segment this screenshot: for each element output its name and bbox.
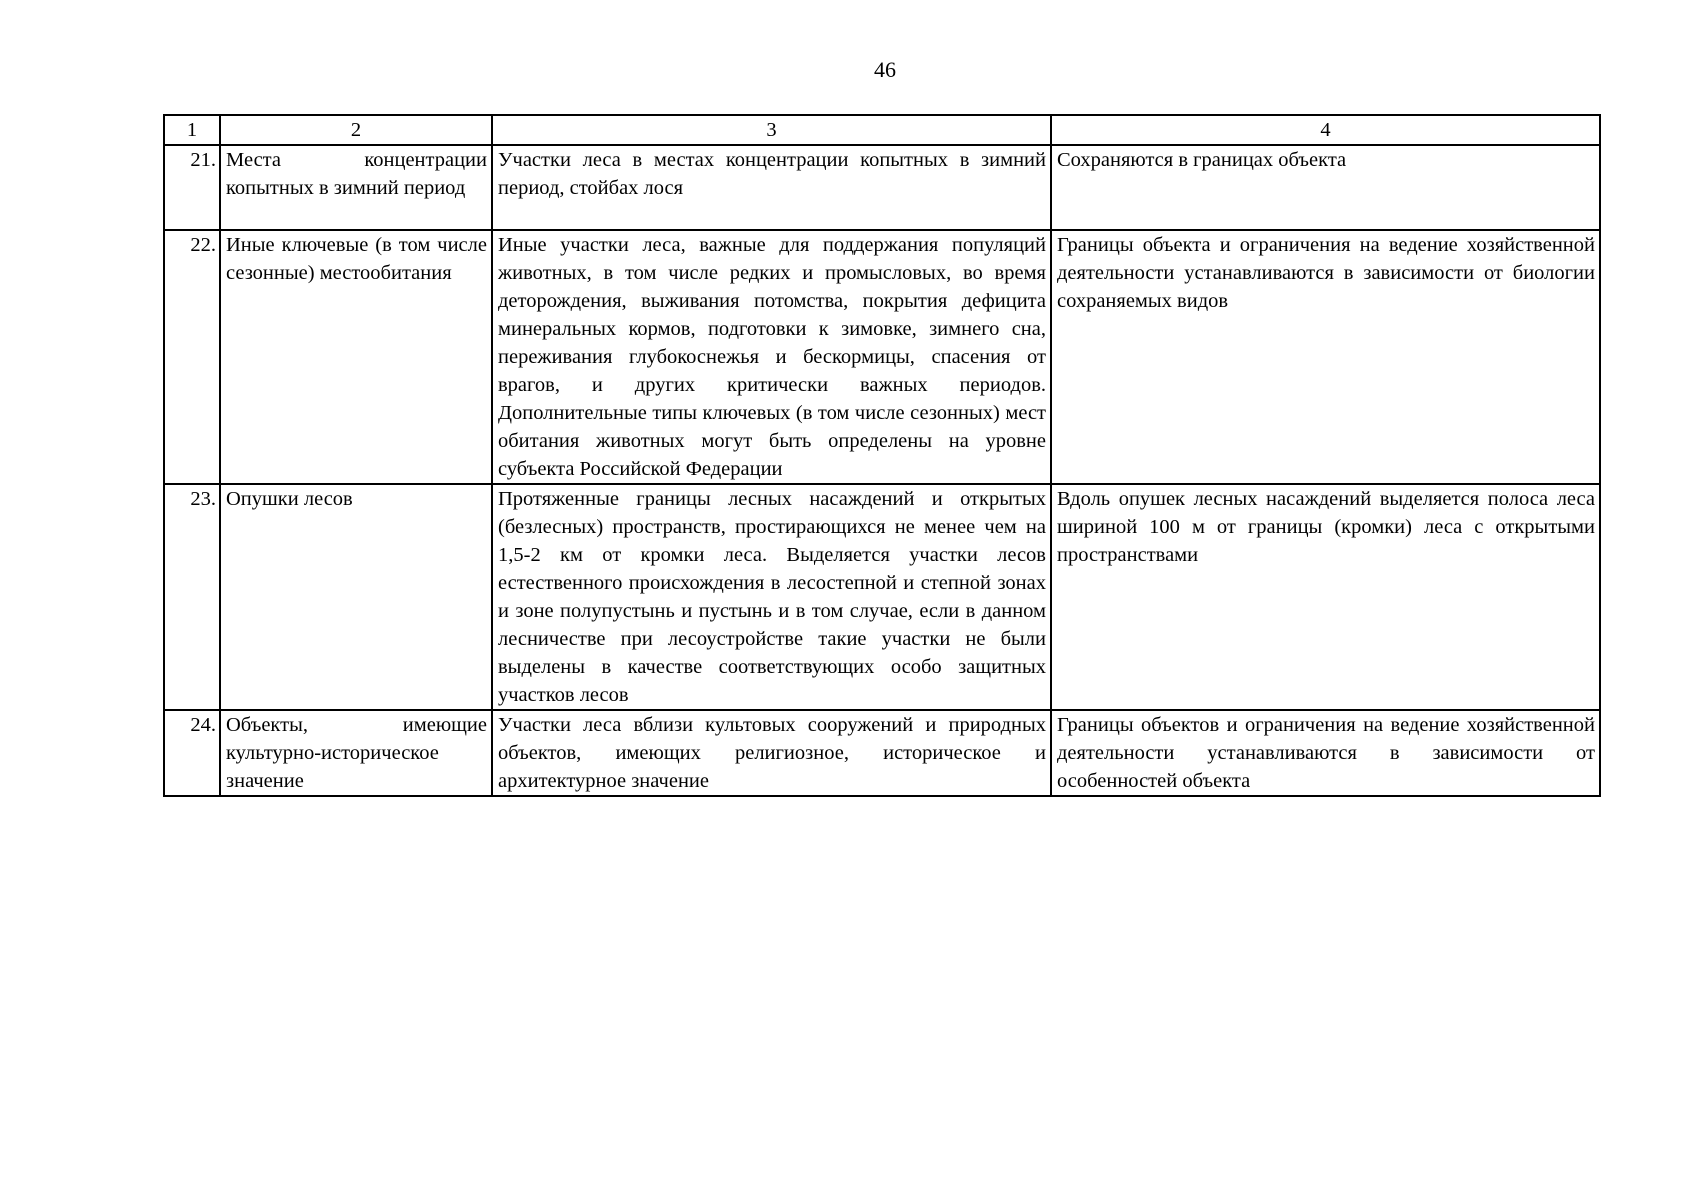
row-number: 24. [164,710,220,796]
row-number: 22. [164,230,220,484]
column-header: 3 [492,115,1051,145]
object-name: Иные ключевые (в том числе сезонные) местообитания [220,230,492,484]
row-number: 21. [164,145,220,230]
protection-regime: Границы объектов и ограничения на ведение хозяйственной деятельности устанавливаются в зависимости от особенностей объекта [1051,710,1600,796]
page-number: 46 [874,57,896,82]
table-row [164,710,1600,796]
table-row [164,230,1600,484]
table-row [164,484,1600,710]
protection-regime: Сохраняются в границах объекта [1051,145,1600,230]
object-description: Иные участки леса, важные для поддержания популяций животных, в том числе редких и промысловых, во время деторождения, выживания потомства, покрытия дефицита минеральных кормов, подготовки к зимовке, зимнего сна, переживания глубокоснежья и бескормицы, спасения от врагов, и других критически важных периодов. Дополнительные типы ключевых (в том числе сезонных) мест обитания животных могут быть определены на уровне субъекта Российской Федерации [492,230,1051,484]
protection-regime: Вдоль опушек лесных насаждений выделяется полоса леса шириной 100 м от границы (кромки) леса с открытыми пространствами [1051,484,1600,710]
object-description: Участки леса в местах концентрации копытных в зимний период, стойбах лося [492,145,1051,230]
table-row [164,145,1600,230]
object-name: Места концентрации копытных в зимний период [220,145,492,230]
object-name: Объекты, имеющие культурно-историческое значение [220,710,492,796]
object-description: Протяженные границы лесных насаждений и открытых (безлесных) пространств, простирающихся не менее чем на 1,5-2 км от кромки леса. Выделяется участки лесов естественного происхождения в лесостепной и степной зонах и зоне полупустынь и пустынь и в том случае, если в данном лесничестве при лесоустройстве такие участки не были выделены в качестве соответствующих особо защитных участков лесов [492,484,1051,710]
protection-regime: Границы объекта и ограничения на ведение хозяйственной деятельности устанавливаются в зависимости от биологии сохраняемых видов [1051,230,1600,484]
column-header: 1 [164,115,220,145]
data-table [163,114,1601,797]
object-name: Опушки лесов [220,484,492,710]
column-header: 4 [1051,115,1600,145]
table-header-row [164,115,1600,145]
row-number: 23. [164,484,220,710]
object-description: Участки леса вблизи культовых сооружений и природных объектов, имеющих религиозное, историческое и архитектурное значение [492,710,1051,796]
column-header: 2 [220,115,492,145]
